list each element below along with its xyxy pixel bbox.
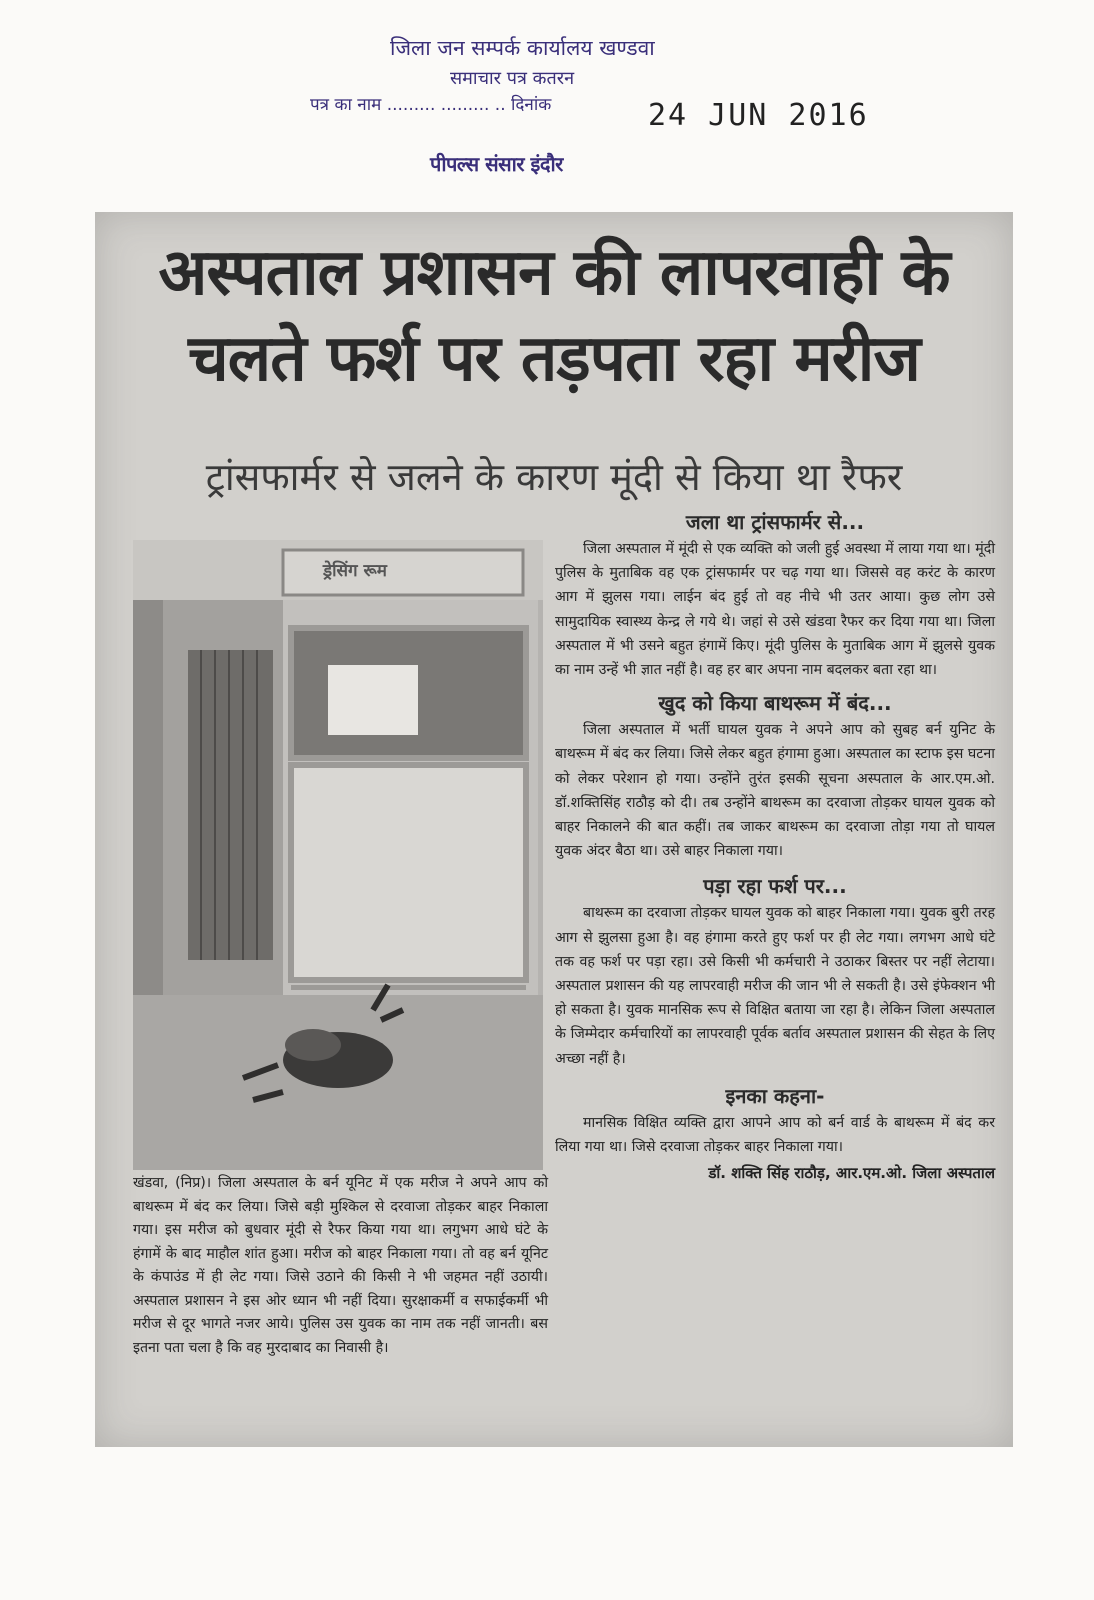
newspaper-name: पीपल्स संसार इंदौर bbox=[430, 152, 563, 176]
section-4-body: मानसिक विक्षित व्यक्ति द्वारा आपने आप को बर्न वार्ड के बाथरूम में बंद कर लिया गया था। जिसे दरवाजा तोड़कर बाहर निकाला गया। bbox=[555, 1114, 995, 1156]
section-1-body: जिला अस्पताल में मूंदी से एक व्यक्ति को जली हुई अवस्था में लाया गया था। मूंदी पुलिस के मुताबिक वह एक ट्रांसफार्मर पर चढ़ गया था। जिससे वह करंट के कारण आग में झुलस गया। लाईन बंद हुई तो वह नीचे भी उतर आया। कुछ लोग उसे सामुदायिक स्वास्थ्य केन्द्र ले गये थे। जहां से उसे खंडवा रैफर कर दिया गया था। जिला अस्पताल में भी उसने बहुत हंगामें किए। मूंदी पुलिस के मुताबिक आग में झुलसे युवक का नाम उन्हें भी ज्ञात नहीं है। वह हर बार अपना नाम बदलकर बता रहा था। bbox=[555, 541, 995, 679]
stamp-subtitle: समाचार पत्र कतरन bbox=[450, 68, 575, 89]
section-2-body: जिला अस्पताल में भर्ती घायल युवक ने अपने आप को सुबह बर्न युनिट के बाथरूम में बंद कर लिया। जिसे लेकर बहुत हंगामा हुआ। अस्पताल का स्टाफ इस घटना को लेकर परेशान हो गया। उन्होंने तुरंत इसकी सूचना अस्पताल के आर.एम.ओ. डॉ.शक्तिसिंह राठौड़ को दी। तब उन्होंने बाथरूम का दरवाजा तोड़कर घायल युवक को बाहर निकालने की बात कहीं। तब जाकर बाथरूम का दरवाजा तोड़ा गया तो घायल युवक अंदर बैठा था। उसे बाहर निकाला गया। bbox=[555, 722, 995, 860]
photo-sign-text: ड्रेसिंग रूम bbox=[323, 561, 387, 581]
photo-caption-story: खंडवा, (निप्र)। जिला अस्पताल के बर्न यूनिट में एक मरीज ने अपने आप को बाथरूम में बंद कर लिया। जिसे बड़ी मुश्किल से दरवाजा तोड़कर बाहर निकाला गया। इस मरीज को बुधवार मूंदी से रैफर किया गया था। लगुभग आधे घंटे के हंगामें के बाद माहौल शांत हुआ। मरीज को बाहर निकाला गया। तो वह बर्न यूनिट के कंपाउंड में ही लेट गया। जिसे उठाने की किसी ने भी जहमत नहीं उठायी। अस्पताल प्रशासन ने इस ओर ध्यान भी नहीं दिया। सुरक्षाकर्मी व सफाईकर्मी भी मरीज से दूर भागते नजर आये। पुलिस उस युवक का नाम तक नहीं जानती। बस इतना पता चला है कि वह मुरदाबाद का निवासी है। bbox=[133, 1175, 548, 1356]
subheadline: ट्रांसफार्मर से जलने के कारण मूंदी से किया था रैफर bbox=[205, 455, 903, 499]
headline-line-1: अस्पताल प्रशासन की लापरवाही के bbox=[158, 236, 950, 310]
stamp-office-name: जिला जन सम्पर्क कार्यालय खण्डवा bbox=[390, 36, 655, 60]
section-3-heading: पड़ा रहा फर्श पर... bbox=[703, 874, 847, 899]
article-right-column bbox=[555, 507, 995, 1183]
stamp-date: 24 JUN 2016 bbox=[648, 98, 869, 133]
stamp-paper-date-row: पत्र का नाम ......... ......... .. दिनांक bbox=[310, 95, 552, 115]
quote-signature: डॉ. शक्ति सिंह राठौड़, आर.एम.ओ. जिला अस्पताल bbox=[708, 1164, 995, 1183]
headline bbox=[95, 230, 1013, 403]
section-2-heading: खुद को किया बाथरूम में बंद... bbox=[658, 691, 892, 716]
section-4-heading: इनका कहना- bbox=[725, 1083, 825, 1108]
section-3-body: बाथरूम का दरवाजा तोड़कर घायल युवक को बाहर निकाला गया। युवक बुरी तरह आग से झुलसा हुआ है। वह हंगामा करते हुए फर्श पर ही लेट गया। लगभग आधे घंटे तक वह फर्श पर पड़ा रहा। उसे किसी भी कर्मचारी ने उठाकर बिस्तर पर नहीं लेटाया। अस्पताल प्रशासन की यह लापरवाही मरीज की जान भी ले सकती है। उसे इंफेक्शन भी हो सकता है। युवक मानसिक रूप से विक्षित बताया जा रहा है। लेकिन जिला अस्पताल के जिम्मेदार कर्मचारियों का लापरवाही पूर्वक बर्ताव अस्पताल प्रशासन की सेहत के लिए अच्छा नहीं है। bbox=[555, 905, 995, 1067]
headline-line-2: चलते फर्श पर तड़पता रहा मरीज bbox=[188, 322, 920, 397]
news-photo bbox=[133, 540, 543, 1170]
section-1-heading: जला था ट्रांसफार्मर से... bbox=[685, 510, 865, 534]
hospital-corridor-photo bbox=[133, 540, 543, 1170]
newspaper-clipping bbox=[95, 212, 1013, 1447]
